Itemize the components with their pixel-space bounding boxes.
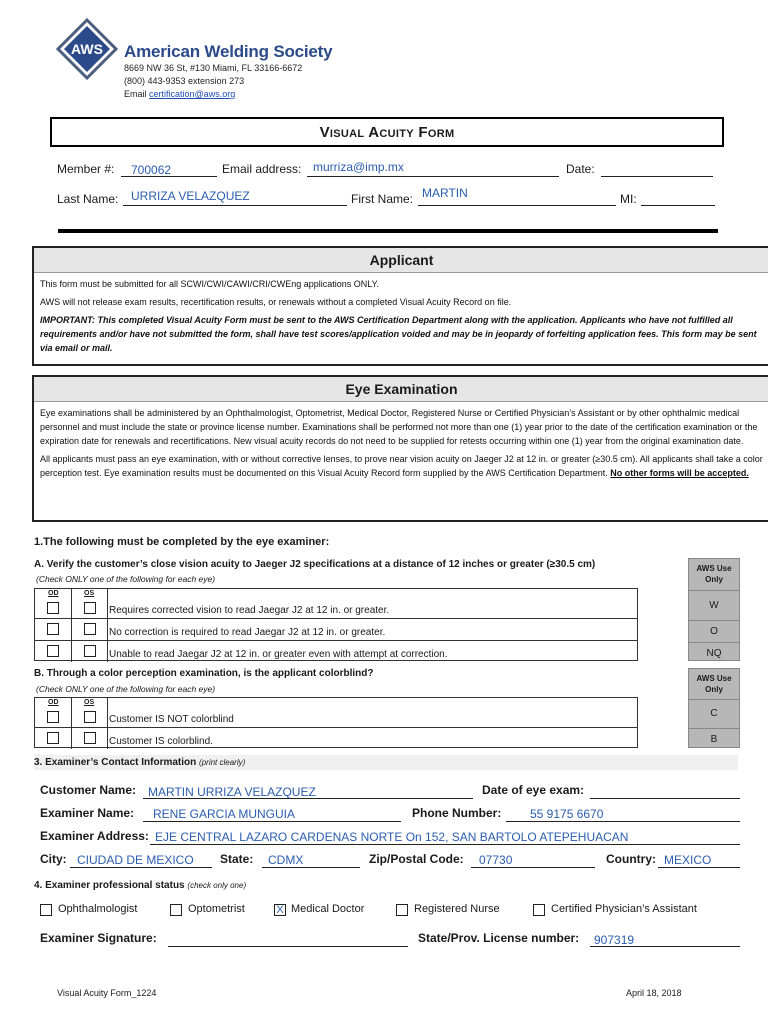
eye-exam-section (32, 375, 768, 522)
registered-nurse-checkbox[interactable] (396, 904, 408, 916)
od-checkbox[interactable] (47, 623, 59, 635)
org-name: American Welding Society (124, 42, 333, 61)
os-checkbox[interactable] (84, 711, 96, 723)
colorblind-row (35, 698, 637, 727)
mi-label: MI: (620, 192, 637, 206)
od-header: OD (48, 699, 59, 706)
logo-text: AWS (71, 41, 103, 57)
physician-assistant-checkbox[interactable] (533, 904, 545, 916)
footer-form-id: Visual Acuity Form_1224 (57, 988, 157, 998)
os-header: OS (84, 590, 95, 597)
phone-value: 55 9175 6670 (530, 807, 604, 821)
customer-name-field[interactable] (143, 782, 473, 799)
registered-nurse-label: Registered Nurse (414, 903, 500, 915)
country-label: Country: (606, 852, 656, 866)
section1-title: 1.The following must be completed by the eye examiner: (34, 536, 330, 548)
od-header: OD (48, 590, 59, 597)
os-checkbox[interactable] (84, 602, 96, 614)
license-value: 907319 (594, 933, 635, 947)
aws-use-header: AWS Use Only (696, 674, 732, 694)
state-field[interactable] (262, 851, 360, 868)
medical-doctor-label: Medical Doctor (291, 903, 365, 915)
examiner-name-field[interactable] (143, 805, 401, 822)
examiner-address-field[interactable] (150, 828, 740, 845)
divider-rule (58, 229, 718, 233)
org-phone: (800) 443-9353 extension 273 (124, 76, 245, 86)
medical-doctor-checkbox[interactable]: X (274, 904, 286, 916)
org-address: 8669 NW 36 St, #130 Miami, FL 33166-6672 (124, 63, 303, 73)
important-text: : This completed Visual Acuity Form must be sent to the AWS Certification Department along with the application. Applicants who have not fulfilled all requirements and/or have not submitted the form, shall have test scores/application voided and may be in jeopardy of forfeiting application fees. This form may be sent via email or mail. (40, 315, 757, 353)
signature-label: Examiner Signature: (40, 931, 157, 945)
os-checkbox[interactable] (84, 732, 96, 744)
state-value: CDMX (268, 853, 304, 867)
os-checkbox[interactable] (84, 645, 96, 657)
section4-title-text: 4. Examiner professional status (34, 880, 185, 891)
signature-field[interactable] (168, 930, 408, 947)
acuity-option-text: Requires corrected vision to read Jaegar J2 at 12 in. or greater. (109, 605, 390, 616)
email-label: Email address: (222, 162, 302, 176)
last-name-field[interactable] (123, 190, 347, 206)
aws-code: B (689, 728, 739, 750)
applicant-title: Applicant (34, 248, 768, 273)
first-name-label: First Name: (351, 192, 414, 206)
acuity-row (35, 640, 637, 662)
physician-assistant-label: Certified Physician’s Assistant (551, 903, 697, 915)
member-value: 700062 (131, 163, 172, 177)
eye-exam-p2 (40, 452, 763, 480)
license-field[interactable] (590, 930, 740, 947)
aws-code: O (689, 620, 739, 642)
aws-use-header: AWS Use Only (696, 564, 732, 584)
ophthalmologist-label: Ophthalmologist (58, 903, 138, 915)
acuity-option-text: Unable to read Jaegar J2 at 12 in. or greater even with attempt at correction. (109, 649, 448, 660)
important-lead: IMPORTANT (40, 315, 92, 325)
form-title: Visual Acuity Form (50, 117, 724, 147)
zip-value: 07730 (479, 853, 513, 867)
applicant-p1: This form must be submitted for all SCWI/CWI/CAWI/CRI/CWEng applications ONLY. (40, 279, 379, 289)
acuity-row (35, 589, 637, 618)
member-label: Member #: (57, 162, 115, 176)
mi-field[interactable] (641, 190, 715, 206)
os-header: OS (84, 699, 95, 706)
od-checkbox[interactable] (47, 602, 59, 614)
phone-field[interactable] (506, 805, 740, 822)
city-label: City: (40, 852, 67, 866)
od-checkbox[interactable] (47, 645, 59, 657)
eye-exam-p2-emph: No other forms will be accepted. (610, 468, 749, 478)
section3-title-text: 3. Examiner’s Contact Information (34, 757, 197, 768)
first-name-field[interactable] (418, 186, 616, 206)
colorblind-option-text: Customer IS NOT colorblind (109, 714, 234, 725)
os-checkbox[interactable] (84, 623, 96, 635)
section4-title-note: (check only one) (187, 881, 247, 890)
date-exam-label: Date of eye exam: (482, 783, 585, 797)
member-field[interactable] (121, 161, 217, 177)
examiner-name-value: RENE GARCIA MUNGUIA (153, 807, 296, 821)
section3-title (34, 757, 245, 768)
city-field[interactable] (70, 851, 212, 868)
section4-title (34, 880, 246, 891)
customer-name-label: Customer Name: (40, 783, 137, 797)
od-checkbox[interactable] (47, 732, 59, 744)
section3-title-note: (print clearly) (199, 758, 246, 767)
aws-use-column-b (688, 668, 740, 748)
phone-label: Phone Number: (412, 806, 502, 820)
acuity-table (34, 588, 638, 661)
eye-exam-p1: Eye examinations shall be administered by an Ophthalmologist, Optometrist, Medical Doctor, Registered Nurse or Certified Physician’s Assistant or by other ophthalmic medical personnel and must include the state or province license number. Examinations shall be performed not more than one (1) year prior to the date of the certification examination or the expiration date for renewals and recertifications. New visual acuity records do not need to be supplied for retests occurring within one (1) year from the original examination date. (40, 408, 758, 446)
aws-code: C (689, 699, 739, 728)
section1a-note: (Check ONLY one of the following for each eye) (36, 574, 216, 584)
country-field[interactable] (658, 851, 740, 868)
eye-exam-title: Eye Examination (34, 377, 768, 402)
customer-name-value: MARTIN URRIZA VELAZQUEZ (148, 785, 316, 799)
license-label: State/Prov. License number: (418, 931, 580, 945)
state-label: State: (220, 852, 254, 866)
colorblind-option-text: Customer IS colorblind. (109, 736, 213, 747)
examiner-address-value: EJE CENTRAL LAZARO CARDENAS NORTE On 152, SAN BARTOLO ATEPEHUACAN (155, 830, 629, 844)
date-label: Date: (566, 162, 595, 176)
colorblind-row (35, 727, 637, 749)
section1b-title: B. Through a color perception examination, is the applicant colorblind? (34, 668, 374, 679)
zip-label: Zip/Postal Code: (369, 852, 464, 866)
eye-exam-p2-text: All applicants must pass an eye examination, with or without corrective lenses, to prove near vision acuity on Jaeger J2 at 12 in. or greater (≥30.5 cm). All applicants shall take a color perception test. Eye examination results must be documented on this Visual Acuity Record form supplied by the AWS Certification Department. (40, 454, 763, 478)
colorblind-table (34, 697, 638, 748)
optometrist-checkbox[interactable] (170, 904, 182, 916)
aws-use-column-a (688, 558, 740, 661)
professional-status-options (40, 903, 740, 919)
section1b-note: (Check ONLY one of the following for each eye) (36, 684, 216, 694)
footer-date: April 18, 2018 (626, 988, 682, 998)
od-checkbox[interactable] (47, 711, 59, 723)
org-email-line (124, 89, 235, 99)
acuity-row (35, 618, 637, 640)
zip-field[interactable] (471, 851, 595, 868)
optometrist-label: Optometrist (188, 903, 245, 915)
examiner-name-label: Examiner Name: (40, 806, 135, 820)
applicant-important (40, 313, 763, 355)
section1a-title: A. Verify the customer’s close vision acuity to Jaeger J2 specifications at a distance of 12 inches or greater (≥30.5 cm) (34, 559, 596, 570)
last-name-label: Last Name: (57, 192, 119, 206)
aws-code: NQ (689, 642, 739, 664)
date-exam-field[interactable] (590, 782, 740, 799)
email-value: murriza@imp.mx (313, 160, 404, 174)
email-field[interactable] (307, 161, 559, 177)
org-email-link[interactable]: certification@aws.org (149, 89, 236, 99)
acuity-option-text: No correction is required to read Jaegar J2 at 12 in. or greater. (109, 627, 386, 638)
aws-logo (56, 18, 118, 80)
ophthalmologist-checkbox[interactable] (40, 904, 52, 916)
city-value: CIUDAD DE MEXICO (77, 853, 194, 867)
examiner-address-label: Examiner Address: (40, 829, 149, 843)
last-name-value: URRIZA VELAZQUEZ (131, 189, 250, 203)
aws-code: W (689, 590, 739, 620)
applicant-p2: AWS will not release exam results, recertification results, or renewals without a completed Visual Acuity Record on file. (40, 297, 512, 307)
date-field[interactable] (601, 161, 713, 177)
org-email-label: Email (124, 89, 147, 99)
first-name-value: MARTIN (422, 186, 468, 200)
country-value: MEXICO (664, 853, 712, 867)
applicant-section (32, 246, 768, 366)
